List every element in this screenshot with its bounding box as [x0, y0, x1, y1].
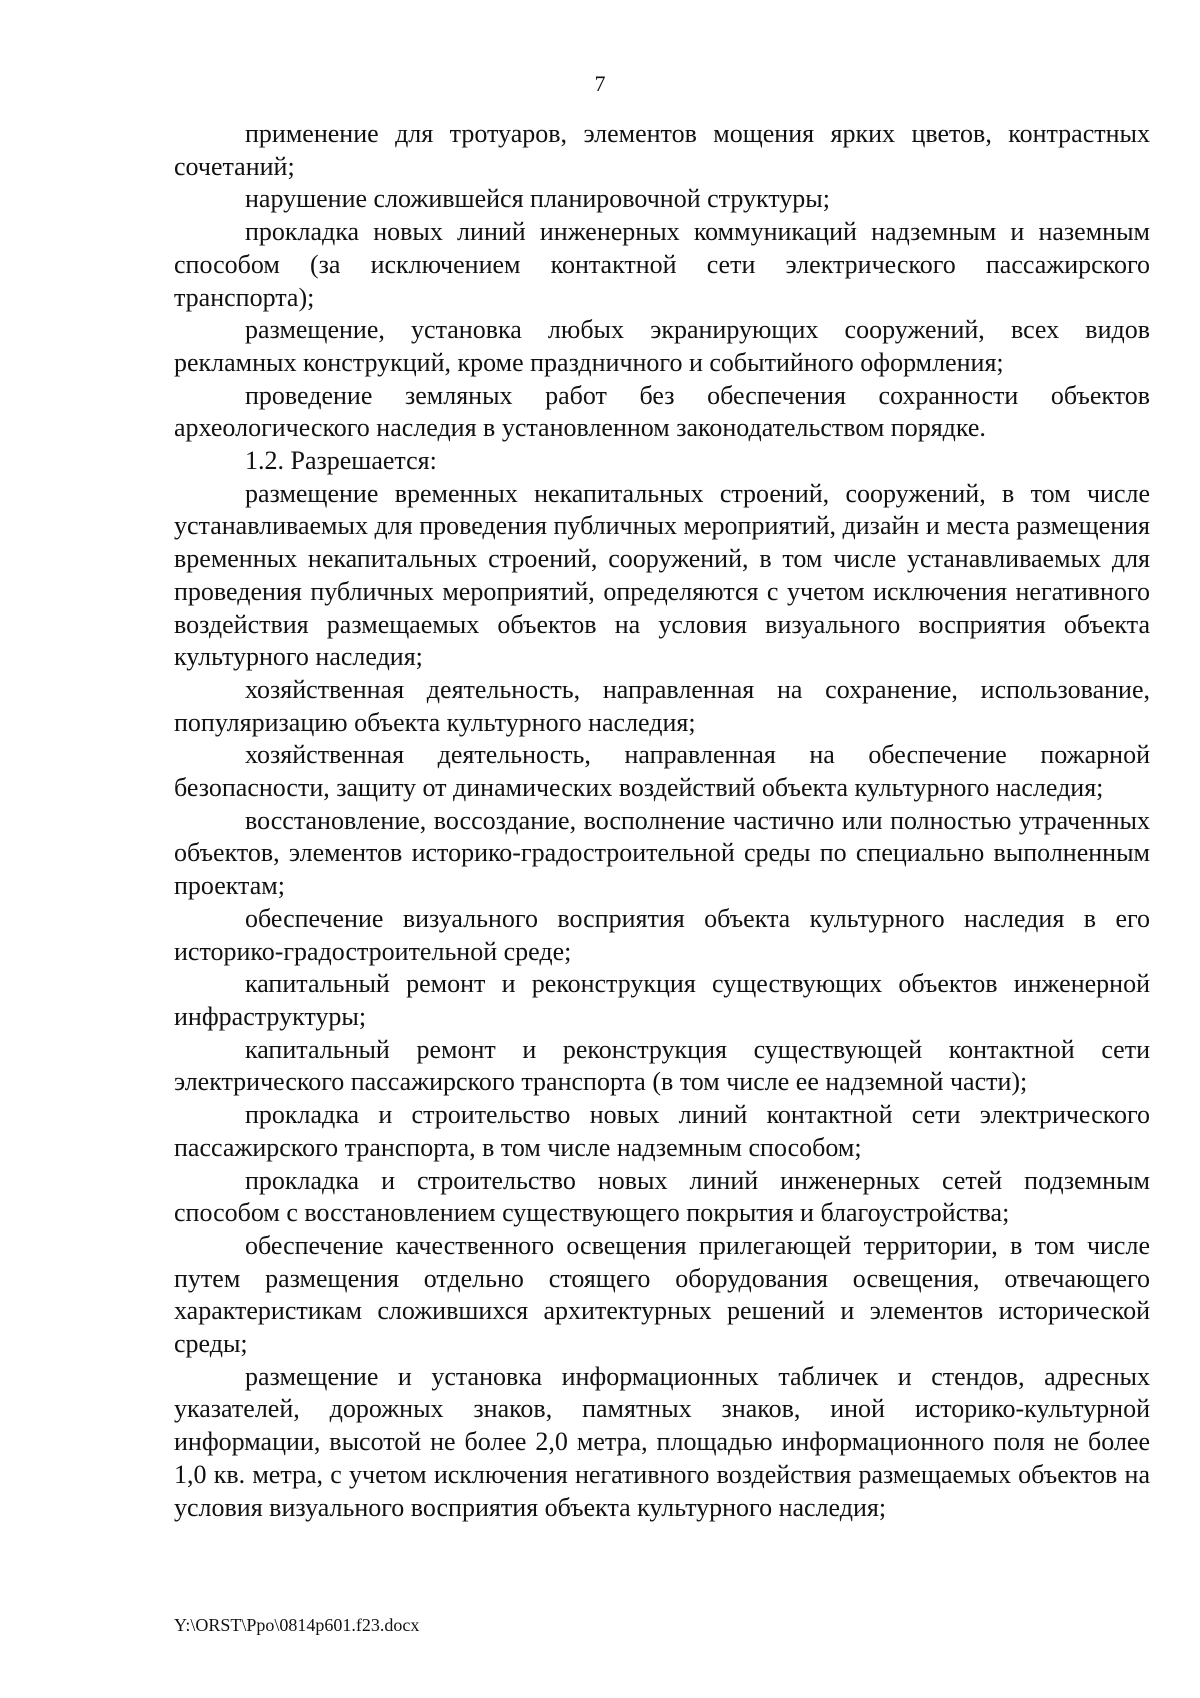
- paragraph: размещение, установка любых экранирующих сооружений, всех видов рекламных конструкций, кроме праздничного и событийного оформления;: [174, 315, 1150, 377]
- paragraph: хозяйственная деятельность, направленная на обеспечение пожарной безопасности, защиту от динамических воздействий объекта культурного наследия;: [174, 740, 1150, 803]
- paragraph: прокладка и строительство новых линий инженерных сетей подземным способом с восстановлением существующего покрытия и благоустройства;: [174, 1165, 1150, 1228]
- paragraph: размещение временных некапитальных строений, сооружений, в том числе устанавливаемых для проведения публичных мероприятий, дизайн и места размещения временных некапитальных строений, сооружений, в том числе устанавливаемых для проведения публичных мероприятий, определяются с учетом исключения негативного воздействия размещаемых объектов на условия визуального восприятия объекта культурного наследия;: [174, 478, 1150, 672]
- paragraph: хозяйственная деятельность, направленная на сохранение, использование, популяризацию объекта культурного наследия;: [174, 674, 1150, 737]
- file-path-footer: Y:\ORST\Ppo\0814p601.f23.docx: [174, 1615, 420, 1635]
- paragraph: обеспечение визуального восприятия объекта культурного наследия в его историко-градостроительной среде;: [174, 903, 1150, 966]
- document-body: [174, 118, 1150, 1524]
- paragraph: восстановление, воссоздание, восполнение частично или полностью утраченных объектов, элементов историко-градостроительной среды по специально выполненным проектам;: [174, 805, 1150, 901]
- paragraph: прокладка новых линий инженерных коммуникаций надземным и наземным способом (за исключением контактной сети электрического пассажирского транспорта);: [174, 217, 1150, 312]
- paragraph: обеспечение качественного освещения прилегающей территории, в том числе путем размещения отдельно стоящего оборудования освещения, отвечающего характеристикам сложившихся архитектурных решений и элементов исторической среды;: [174, 1230, 1150, 1359]
- paragraph: применение для тротуаров, элементов мощения ярких цветов, контрастных сочетаний;: [174, 119, 1150, 181]
- paragraph: капитальный ремонт и реконструкция существующей контактной сети электрического пассажирского транспорта (в том числе ее надземной части);: [174, 1034, 1150, 1097]
- paragraph: размещение и установка информационных табличек и стендов, адресных указателей, дорожных знаков, памятных знаков, иной историко-культурной информации, высотой не более 2,0 метра, площадью информационного поля не более 1,0 кв. метра, с учетом исключения негативного воздействия размещаемых объектов на условия визуального восприятия объекта культурного наследия;: [174, 1361, 1150, 1522]
- paragraph: капитальный ремонт и реконструкция существующих объектов инженерной инфраструктуры;: [174, 969, 1150, 1031]
- paragraph: проведение земляных работ без обеспечения сохранности объектов археологического наследия в установленном законодательством порядке.: [174, 380, 1150, 443]
- paragraph: прокладка и строительство новых линий контактной сети электрического пассажирского транспорта, в том числе надземным способом;: [174, 1100, 1150, 1162]
- page-number: 7: [594, 71, 606, 96]
- paragraph: нарушение сложившейся планировочной структуры;: [245, 184, 830, 214]
- section-heading: 1.2. Разрешается:: [245, 446, 437, 476]
